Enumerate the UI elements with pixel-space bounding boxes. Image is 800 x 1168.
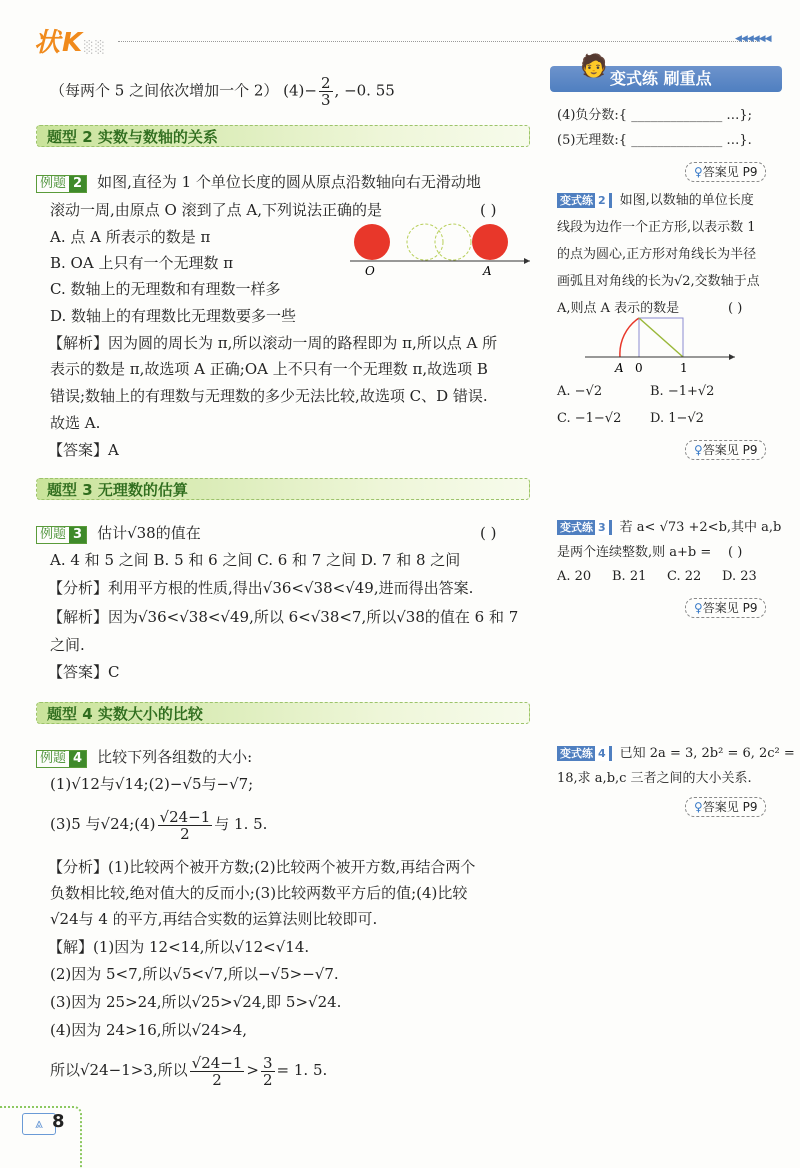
variant-3-line-1: 变式练 3 若 a< √73 +2<b,其中 a,b — [557, 518, 781, 538]
student-mascot-icon: 🧑 — [580, 54, 608, 79]
intro-line — [50, 75, 395, 108]
intro-text: （每两个 5 之间依次增加一个 2） (4)− — [50, 81, 317, 100]
answer-bracket: ( ) — [728, 545, 743, 560]
example-2-line-2: 滚动一周,由原点 O 滚到了点 A,下列说法正确的是 — [50, 201, 382, 219]
example-tag: 例题 3 — [36, 526, 87, 544]
option-b: B. 21 — [612, 569, 647, 584]
answer-bracket: ( ) — [728, 301, 743, 316]
variant-3-line-2: 是两个连续整数,则 a+b = — [557, 545, 712, 560]
option-b: B. −1+√2 — [650, 384, 715, 399]
label-a: A — [483, 264, 492, 278]
example-4-line-3: (3)5 与√24;(4) $\frac{√24-1}{2}$ 与 1. 5. — [50, 807, 268, 843]
key-icon: ♀ — [694, 800, 703, 814]
solution-line-4: (4)因为 24>16,所以√24>4, — [50, 1021, 248, 1039]
label-1: 1 — [680, 361, 688, 375]
answer-ref-badge[interactable]: ♀答案见 P9 — [685, 440, 766, 460]
square-arc-figure — [585, 313, 745, 375]
header-dotted-rule — [118, 41, 758, 42]
solution-line-1: 【解析】因为√36<√38<√49,所以 6<√38<7,所以√38的值在 6 和 7 — [48, 608, 519, 626]
page-number: 8 — [52, 1111, 65, 1132]
section-heading-3: 题型 3 无理数的估算 — [36, 478, 530, 500]
variant-2-line-5: A,则点 A 表示的数是 — [557, 301, 680, 316]
header-arrows-icon: ◀◀◀◀◀◀ — [735, 34, 771, 44]
analysis-line-3: √24与 4 的平方,再结合实数的运算法则比较即可. — [50, 910, 378, 928]
answer-ref-badge[interactable]: ♀答案见 P9 — [685, 797, 766, 817]
answer-line: 【答案】A — [48, 441, 119, 459]
compass-icon: ⩓ — [22, 1113, 56, 1135]
option-a: A. 20 — [557, 569, 592, 584]
option-b: B. OA 上只有一个无理数 π — [50, 254, 234, 272]
intro-tail: , −0. 55 — [334, 81, 395, 100]
fraction: $\frac{2}{3}$ — [320, 74, 331, 109]
key-icon: ♀ — [694, 165, 703, 179]
variant-tag: 变式练 3 — [557, 520, 612, 535]
side-item-4: (4)负分数:{ ______________ …}; — [557, 108, 752, 123]
option-d: D. 23 — [722, 569, 757, 584]
option-a: A. −√2 — [557, 384, 603, 399]
key-icon: ♀ — [694, 601, 703, 615]
answer-ref-badge[interactable]: ♀答案见 P9 — [685, 162, 766, 182]
analysis-line: 【分析】利用平方根的性质,得出√36<√38<√49,进而得出答案. — [48, 579, 474, 597]
analysis-line-1: 【分析】(1)比较两个被开方数;(2)比较两个被开方数,再结合两个 — [48, 858, 476, 876]
analysis-line-4: 故选 A. — [50, 414, 101, 432]
example-4-line-1: 例题 4 比较下列各组数的大小: — [36, 747, 252, 768]
option-d: D. 数轴上的有理数比无理数要多一些 — [50, 307, 297, 325]
answer-bracket: ( ) — [480, 524, 497, 542]
label-o: O — [365, 264, 375, 278]
fraction: $\frac{√24-1}{2}$ — [159, 807, 211, 843]
solution-line-1: 【解】(1)因为 12<14,所以√12<√14. — [48, 938, 310, 956]
option-c: C. −1−√2 — [557, 411, 622, 426]
analysis-line-2: 负数相比较,绝对值大的反而小;(3)比较两数平方后的值;(4)比较 — [50, 884, 468, 902]
example-3-line-1: 例题 3 估计√38的值在 — [36, 523, 201, 544]
option-d: D. 1−√2 — [650, 411, 704, 426]
answer-ref-badge[interactable]: ♀答案见 P9 — [685, 598, 766, 618]
fraction: $\frac{√24-1}{2}$ — [191, 1053, 243, 1089]
analysis-line-3: 错误;数轴上的有理数与无理数的多少无法比较,故选项 C、D 错误. — [50, 387, 488, 405]
example-tag: 例题 4 — [36, 750, 87, 768]
label-a: A — [615, 361, 624, 375]
variant-tag: 变式练 2 — [557, 193, 612, 208]
answer-bracket: ( ) — [480, 201, 497, 219]
option-c: C. 22 — [667, 569, 702, 584]
solution-line-2: 之间. — [50, 636, 85, 654]
options-line: A. 4 和 5 之间 B. 5 和 6 之间 C. 6 和 7 之间 D. 7 和 8 之间 — [50, 551, 461, 569]
answer-line: 【答案】C — [48, 663, 120, 681]
rolling-circle-figure — [345, 222, 535, 278]
option-c: C. 数轴上的无理数和有理数一样多 — [50, 280, 281, 298]
variant-2-line-3: 的点为圆心,正方形对角线长为半径 — [557, 247, 757, 262]
variant-4-line-1: 变式练 4 已知 2a = 3, 2b² = 6, 2c² = — [557, 744, 795, 764]
variant-tag: 变式练 4 — [557, 746, 612, 761]
side-item-5: (5)无理数:{ ______________ …}. — [557, 133, 752, 148]
variant-2-line-1: 变式练 2 如图,以数轴的单位长度 — [557, 191, 754, 211]
logo-text: 状K — [34, 28, 85, 58]
variant-4-line-2: 18,求 a,b,c 三者之间的大小关系. — [557, 771, 752, 786]
fraction: $\frac{3}{2}$ — [262, 1053, 273, 1089]
header-logo: 状K░░ — [34, 28, 107, 58]
solution-line-2: (2)因为 5<7,所以√5<√7,所以−√5>−√7. — [50, 965, 339, 983]
banner-title: 变式练 刷重点 — [610, 69, 712, 88]
section-heading-4: 题型 4 实数大小的比较 — [36, 702, 530, 724]
variant-2-line-2: 线段为边作一个正方形,以表示数 1 — [557, 220, 756, 235]
variant-2-line-4: 画弧且对角线的长为√2,交数轴于点 — [557, 274, 760, 289]
label-0: 0 — [635, 361, 643, 375]
section-heading-2: 题型 2 实数与数轴的关系 — [36, 125, 530, 147]
example-tag: 例题 2 — [36, 175, 87, 193]
sidebar-banner — [550, 54, 782, 92]
solution-line-3: (3)因为 25>24,所以√25>√24,即 5>√24. — [50, 993, 342, 1011]
example-4-line-2: (1)√12与√14;(2)−√5与−√7; — [50, 775, 254, 793]
option-a: A. 点 A 所表示的数是 π — [50, 228, 211, 246]
example-2-line-1: 例题 2 如图,直径为 1 个单位长度的圆从原点沿数轴向右无滑动地 — [36, 172, 481, 193]
key-icon: ♀ — [694, 443, 703, 457]
analysis-line-1: 【解析】因为圆的周长为 π,所以滚动一周的路程即为 π,所以点 A 所 — [48, 334, 498, 352]
analysis-line-2: 表示的数是 π,故选项 A 正确;OA 上不只有一个无理数 π,故选项 B — [50, 360, 488, 378]
solution-line-5: 所以√24−1>3,所以 $\frac{√24-1}{2}$ > $\frac{3}{2}$ = 1. 5. — [50, 1053, 328, 1089]
